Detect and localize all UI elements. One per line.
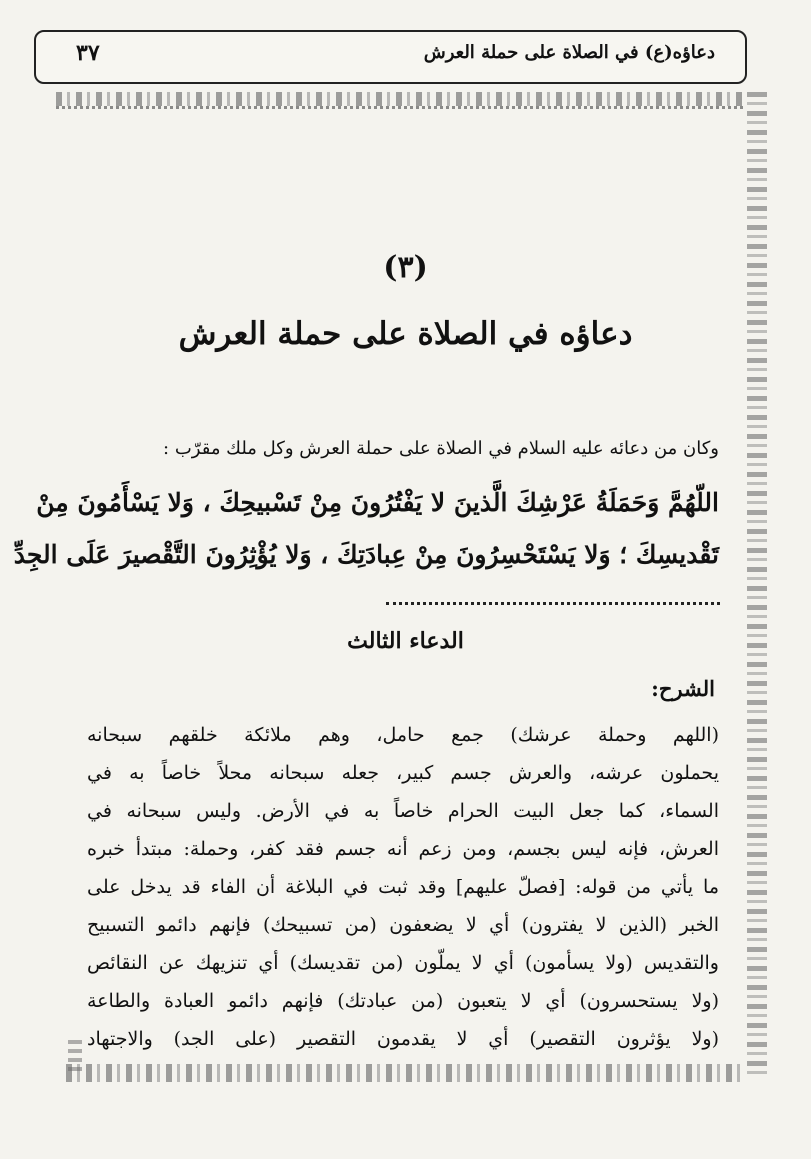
running-header xyxy=(34,30,747,84)
decorative-border-left-fragment xyxy=(68,1040,82,1074)
decorative-border-top xyxy=(56,92,746,106)
commentary-line: (اللهم وحملة عرشك) جمع حامل، وهم ملائكة خلقهم سبحانه xyxy=(87,724,719,746)
commentary-line: (ولا يستحسرون) أي لا يتعبون (من عبادتك) فإنهم دائمو العبادة والطاعة xyxy=(87,990,719,1012)
intro-text: وكان من دعائه عليه السلام في الصلاة على حملة العرش وكل ملك مقرّب : xyxy=(163,438,719,459)
commentary-line: والتقديس (ولا يسأمون) أي لا يملّون (من تقديسك) أي تنزيهك عن النقائص xyxy=(87,952,719,974)
page-number: ٣٧ xyxy=(76,40,100,66)
decorative-border-bottom xyxy=(66,1064,746,1082)
commentary-line: ما يأتي من قوله: [فصلّ عليهم] وقد ثبت في البلاغة أن الفاء قد يدخل على xyxy=(87,876,719,898)
commentary-line: الخبر (الذين لا يفترون) أي لا يضعفون (من تسبيحك) فإنهم دائمو التسبيح xyxy=(87,914,719,936)
running-header-title: دعاؤه(ع) في الصلاة على حملة العرش xyxy=(423,42,715,63)
commentary-label: الشرح: xyxy=(651,676,715,701)
commentary-line: السماء، كما جعل البيت الحرام خاصاً به في الأرض. وليس سبحانه في xyxy=(87,800,719,822)
decorative-border-top-line xyxy=(56,106,746,109)
dotted-divider xyxy=(386,602,720,605)
decorative-border-right xyxy=(747,92,767,1077)
chapter-number: (٣) xyxy=(383,250,428,285)
commentary-line: العرش، فإنه ليس بجسم، ومن زعم أنه جسم فقد كفر، وحملة: مبتدأ خبره xyxy=(87,838,719,860)
prayer-line: اللّهُمَّ وَحَمَلَةُ عَرْشِكَ الَّذينَ لا يَفْتُرُونَ مِنْ تَسْبيحِكَ ، وَلا يَسْأَمُونَ مِنْ xyxy=(36,488,719,517)
chapter-title: دعاؤه في الصلاة على حملة العرش xyxy=(178,316,633,352)
commentary-line: (ولا يؤثرون التقصير) أي لا يقدمون التقصير (على الجد) والاجتهاد xyxy=(87,1028,719,1050)
prayer-line: تَقْديسِكَ ؛ وَلا يَسْتَحْسِرُونَ مِنْ عِبادَتِكَ ، وَلا يُؤْثِرُونَ التَّقْصيرَ عَلَى الجِدِّ xyxy=(13,540,719,569)
section-title: الدعاء الثالث xyxy=(347,628,464,654)
commentary-line: يحملون عرشه، والعرش جسم كبير، جعله سبحانه محلاً خاصاً به في xyxy=(87,762,719,784)
